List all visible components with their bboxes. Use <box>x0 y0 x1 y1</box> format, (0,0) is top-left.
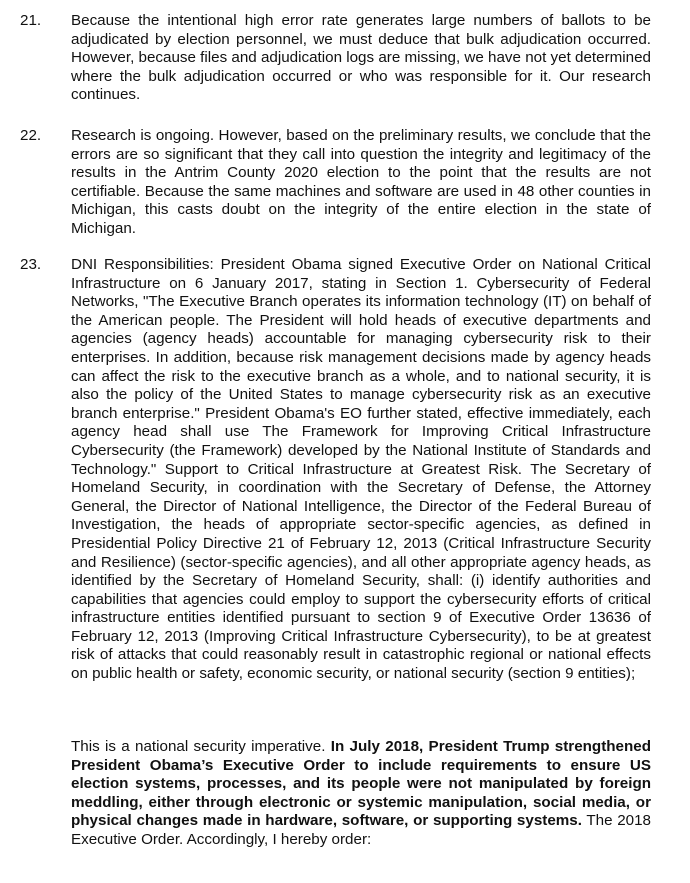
continuation-lead: This is a national security imperative. <box>71 738 331 755</box>
paragraph-number: 23. <box>20 256 42 273</box>
paragraph-text: Because the intentional high error rate generates large numbers of ballots to be adjudicated by election personnel, we must deduce that bulk adjudication occurred. However, because files and adjudication logs are missing, we have not yet determined where the bulk adjudication occurred or who was responsible for it. Our research continues. <box>71 12 651 104</box>
continuation-tail: The 2018 Executive Order. Accordingly, I hereby order: <box>71 812 651 848</box>
paragraph-number: 22. <box>20 127 42 144</box>
paragraph-text: DNI Responsibilities: President Obama signed Executive Order on National Critical Infrastructure on 6 January 2017, stating in Section 1. Cybersecurity of Federal Networks, "The Executive Branch operates its information technology (IT) on behalf of the American people. The President will hold heads of executive departments and agencies (agency heads) accountable for managing cybersecurity risk to their enterprises. In addition, because risk management decisions made by agency heads can affect the risk to the executive branch as a whole, and to national security, it is also the policy of the United States to manage cybersecurity risk as an executive branch enterprise." President Obama's EO further stated, effective immediately, each agency head shall use The Framework for Improving Critical Infrastructure Cybersecurity (the Framework) developed by the National Institute of Standards and Technology." Support to Critical Infrastructure at Greatest Risk. The Secretary of Homeland Security, in coordination with the Secretary of Defense, the Attorney General, the Director of National Intelligence, the Director of the Federal Bureau of Investigation, the heads of appropriate sector-specific agencies, as defined in Presidential Policy Directive 21 of February 12, 2013 (Critical Infrastructure Security and Resilience) (sector-specific agencies), and all other appropriate agency heads, as identified by the Secretary of Homeland Security, shall: (i) identify authorities and capabilities that agencies could employ to support the cybersecurity efforts of critical infrastructure entities identified pursuant to section 9 of Executive Order 13636 of February 12, 2013 (Improving Critical Infrastructure Cybersecurity), to be at greatest risk of attacks that could reasonably result in catastrophic regional or national effects on public health or safety, economic security, or national security (section 9 entities); <box>71 256 651 683</box>
continuation-bold-statement: In July 2018, President Trump strengthened President Obama’s Executive Order to include requirements to ensure US election systems, processes, and its people were not manipulated by foreign meddling, either through electronic or systemic manipulation, social media, or physical changes made in hardware, software, or supporting systems. <box>71 738 651 830</box>
paragraph-number: 21. <box>20 12 42 29</box>
continuation-text <box>71 738 651 850</box>
paragraph-text: Research is ongoing. However, based on the preliminary results, we conclude that the errors are so significant that they call into question the integrity and legitimacy of the results in the Antrim County 2020 election to the point that the results are not certifiable. Because the same machines and software are used in 48 other counties in Michigan, this casts doubt on the integrity of the entire election in the state of Michigan. <box>71 127 651 237</box>
